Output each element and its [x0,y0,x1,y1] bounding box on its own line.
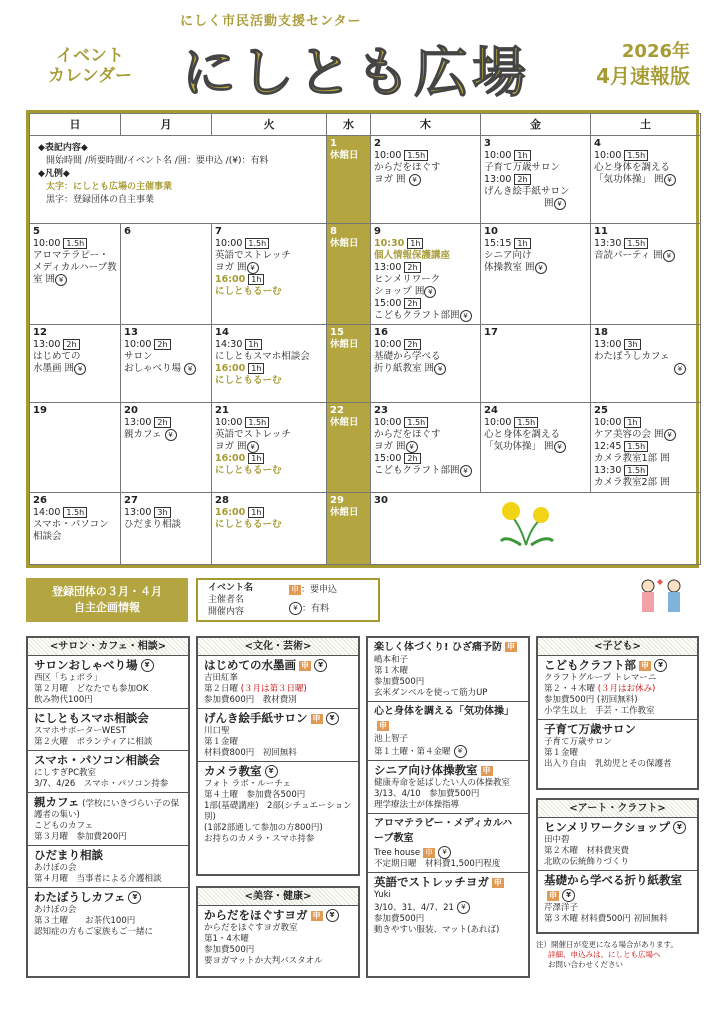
yen-icon: ¥ [326,712,339,725]
list-item: 英語でストレッチヨガ 申 Yuki 3/10、31、4/7、21 ¥ 参加費500円 動きやすい服装、マット(あれば) [374,875,502,935]
day-header: 水 [327,114,371,136]
legend-text: 開始時間 /所要時間/イベント名 /囲：要申込 /(¥)：有料 [46,156,269,166]
list-item: わたぼうしカフェ ¥ あけぼの会 第３土曜 お茶代100円 認知症の方もご家族もご一緒に [34,890,154,937]
calendar-day: 20 13:00 2h 親カフェ ¥ [121,403,212,493]
page-title: にしとも広場 [182,41,530,104]
yen-icon: ¥ [314,659,327,672]
beauty-section [196,886,360,978]
yen-icon: ¥ [663,250,675,262]
entry-format-legend: イベント名 主催者名 開催内容 申 ：要申込 ¥ ：有料 [196,578,380,622]
list-item: カメラ教室 ¥ フォト ラボ・ルーチェ 第４土曜 参加費各500円 1部(基礎講座) 2部(シチュエーション別) (1部2部通して参加の方800円) お持ちのカメラ・スマホ持参 [204,764,352,844]
yen-icon: ¥ [326,909,339,922]
registered-groups-banner: 登録団体の３月・４月 自主企画情報 [26,578,188,622]
legend-text: 太字：にしとも広場の主催事業 [46,182,173,192]
calendar-day: 7 10:00 1.5h 英語でストレッチ ヨガ 囲 ¥ 16:00 1h にしともるーむ [212,224,327,325]
legend-text: 黒字：登録団体の自主事業 [46,195,155,205]
calendar-day: 27 13:00 3h ひだまり相談 [121,493,212,565]
yen-icon: ¥ [165,429,177,441]
culture-section [196,636,360,876]
dandelion-illustration [491,497,561,547]
kids-section [536,636,699,790]
day-header: 日 [30,114,121,136]
list-item: にしともスマホ相談会 スマホサポーターWEST 第２火曜 ボランティアに相談 [28,709,188,751]
yen-icon: ¥ [454,745,467,758]
yen-icon: ¥ [289,602,302,615]
calendar-day: 4 10:00 1.5h 心と身体を調える 「気功体操」 囲 ¥ [591,136,701,224]
calendar [26,110,699,568]
day-header: 月 [121,114,212,136]
legend-cell [30,136,327,224]
calendar-day: 13 10:00 2h サロン おしゃべり場 ¥ [121,325,212,403]
footnote: 注）開催日が変更になる場合があります。 詳細、申込みは、にしとも広場へ お問い合わせください [536,940,678,969]
calendar-day: 2 10:00 1.5h からだをほぐす ヨガ 囲 ¥ [371,136,481,224]
yen-icon: ¥ [406,441,418,453]
calendar-day: 16 10:00 2h 基礎から学べる 折り紙教室 囲 ¥ [371,325,481,403]
yen-icon: ¥ [674,363,686,375]
yen-icon: ¥ [247,262,259,274]
yen-icon: ¥ [434,363,446,375]
calendar-day: 1 休館日 [327,136,371,224]
health-section [366,636,530,978]
yen-icon: ¥ [554,198,566,210]
yen-icon: ¥ [184,363,196,375]
list-item: シニア向け体操教室 申 健康寿命を延ばしたい人の体操教室 3/13、4/10 参加費500円 理学療法士が体操指導 [368,761,528,814]
section-heading: <サロン・カフェ・相談> [28,638,188,656]
list-item: げんき絵手紙サロン 申 ¥ 川口聖 第１金曜 材料費800円 初回無料 [198,709,358,762]
legend-heading: ◆表記内容◆ [38,143,88,153]
calendar-day: 28 16:00 1h にしともるーむ [212,493,327,565]
yen-icon: ¥ [55,274,67,286]
calendar-day: 29 休館日 [327,493,371,565]
yen-icon: ¥ [664,174,676,186]
yen-icon: ¥ [424,286,436,298]
list-item: 親カフェ (学校にいきづらい子の保護者の集い) こどものカフェ 第３月曜 参加費200円 [28,793,188,846]
list-item: はじめての水墨画 申 ¥ 吉田紅峯 第２日曜 (３月は第３日曜) 参加費600円 教材費別 [198,656,358,709]
yen-icon: ¥ [438,846,451,859]
yen-icon: ¥ [673,821,686,834]
legend-heading: ◆凡例◆ [38,169,70,179]
org-name: にしく市民活動支援センター [180,14,362,29]
list-item: 子育て万歳サロン 子育て万歳サロン 第１金曜 出入り自由 乳幼児とその保護者 [544,722,672,769]
yen-icon: ¥ [664,429,676,441]
calendar-day: 26 14:00 1.5h スマホ・パソコン 相談会 [30,493,121,565]
event-calendar-label: イベント カレンダー [48,46,132,86]
calendar-day: 18 13:00 3h わたぼうしカフェ ¥ [591,325,701,403]
yen-icon: ¥ [141,659,154,672]
yen-icon: ¥ [74,363,86,375]
section-heading: <美容・健康> [198,888,358,906]
list-item: スマホ・パソコン相談会 にしすぎPC教室 3/7、4/26 スマホ・パソコン持参 [28,751,188,793]
calendar-day: 3 10:00 1h 子育て万歳サロン 13:00 2h げんき絵手紙サロン 囲 ¥ [481,136,591,224]
list-item: サロンおしゃべり場 ¥ 西区「ちょボラ」 第２月曜 どなたでも参加OK 飲み物代100円 [28,656,188,709]
yen-icon: ¥ [554,441,566,453]
yen-icon: ¥ [460,310,472,322]
calendar-day: 21 10:00 1.5h 英語でストレッチ ヨガ 囲 ¥ 16:00 1h にしともるーむ [212,403,327,493]
couple-illustration [632,574,692,624]
calendar-day: 17 [481,325,591,403]
yen-icon: ¥ [460,465,472,477]
calendar-day: 19 [30,403,121,493]
section-heading: <文化・芸術> [198,638,358,656]
day-header: 火 [212,114,327,136]
list-item: からだをほぐすヨガ 申 ¥ からだをほぐすヨガ教室 第1・4木曜 参加費500円 要ヨガマットか大判バスタオル [198,906,358,969]
yen-icon: ¥ [247,441,259,453]
calendar-day: 15 休館日 [327,325,371,403]
day-header: 木 [371,114,481,136]
calendar-day: 22 休館日 [327,403,371,493]
calendar-day: 14 14:30 1h にしともスマホ相談会 16:00 1h にしともるーむ [212,325,327,403]
yen-icon: ¥ [562,889,575,902]
list-item: こどもクラフト部 申 ¥ クラフトグループ トレマーニ 第２・４木曜 (３月はお休み) 参加費500円 (初回無料) 小学生以上 手芸・工作教室 [538,656,697,720]
calendar-day: 10 15:15 1h シニア向け 体操教室 囲 ¥ [481,224,591,325]
day-header: 金 [481,114,591,136]
section-heading: <アート・クラフト> [538,800,697,818]
list-item: アロマテラピー・メディカルハーブ教室 Tree house 申 ¥ 不定期日曜 材料費1,500円程度 [368,814,528,873]
art-section [536,798,699,934]
yen-icon: ¥ [128,891,141,904]
list-item: ヒンメリワークショップ ¥ 田中碧 第２木曜 材料費実費 北欧の伝統飾りづくり [538,818,697,871]
yen-icon: ¥ [654,659,667,672]
apply-mark: 申 [291,584,299,594]
salon-section [26,636,190,978]
calendar-day: 6 [121,224,212,325]
list-item: 楽しく体づくり! ひざ痛予防 申 嶋本和子 第１木曜 参加費500円 玄米ダンベルを使って筋力UP [368,638,528,702]
list-item: 基礎から学べる折り紙教室申 ¥ 芹澤洋子 第３木曜 材料費500円 初回無料 [544,873,682,924]
calendar-day: 25 10:00 1h ケア美容の会 囲 ¥ 12:45 1.5h カメラ教室1部 囲 13:30 1.5h カメラ教室2部 囲 [591,403,701,493]
calendar-day: 24 10:00 1.5h 心と身体を調える 「気功体操」 囲 ¥ [481,403,591,493]
edition-label: 2026年 4月速報版 [596,41,690,88]
calendar-day: 23 10:00 1.5h からだをほぐす ヨガ 囲 ¥ 15:00 2h こどもクラフト部囲 ¥ [371,403,481,493]
calendar-day: 30 [371,493,701,565]
day-header: 土 [591,114,701,136]
yen-icon: ¥ [409,174,421,186]
section-heading: <子ども> [538,638,697,656]
calendar-day: 12 13:00 2h はじめての 水墨画 囲 ¥ [30,325,121,403]
list-item: ひだまり相談 あけぼの会 第４月曜 当事者による介護相談 [28,846,188,888]
calendar-day: 9 10:30 1h 個人情報保護講座 13:00 2h ヒンメリワーク ショップ 囲 ¥ 15:00 2h こどもクラフト部囲 ¥ [371,224,481,325]
calendar-day: 8 休館日 [327,224,371,325]
yen-icon: ¥ [535,262,547,274]
list-item: 心と身体を調える「気功体操」申 池上智子 第１土曜・第４金曜 ¥ [368,702,528,761]
calendar-day: 11 13:30 1.5h 音読パーティ 囲 ¥ [591,224,701,325]
yen-icon: ¥ [265,765,278,778]
calendar-day: 5 10:00 1.5h アロマテラピー・メディカルハーブ教室 囲 ¥ [30,224,121,325]
yen-icon: ¥ [457,901,470,914]
